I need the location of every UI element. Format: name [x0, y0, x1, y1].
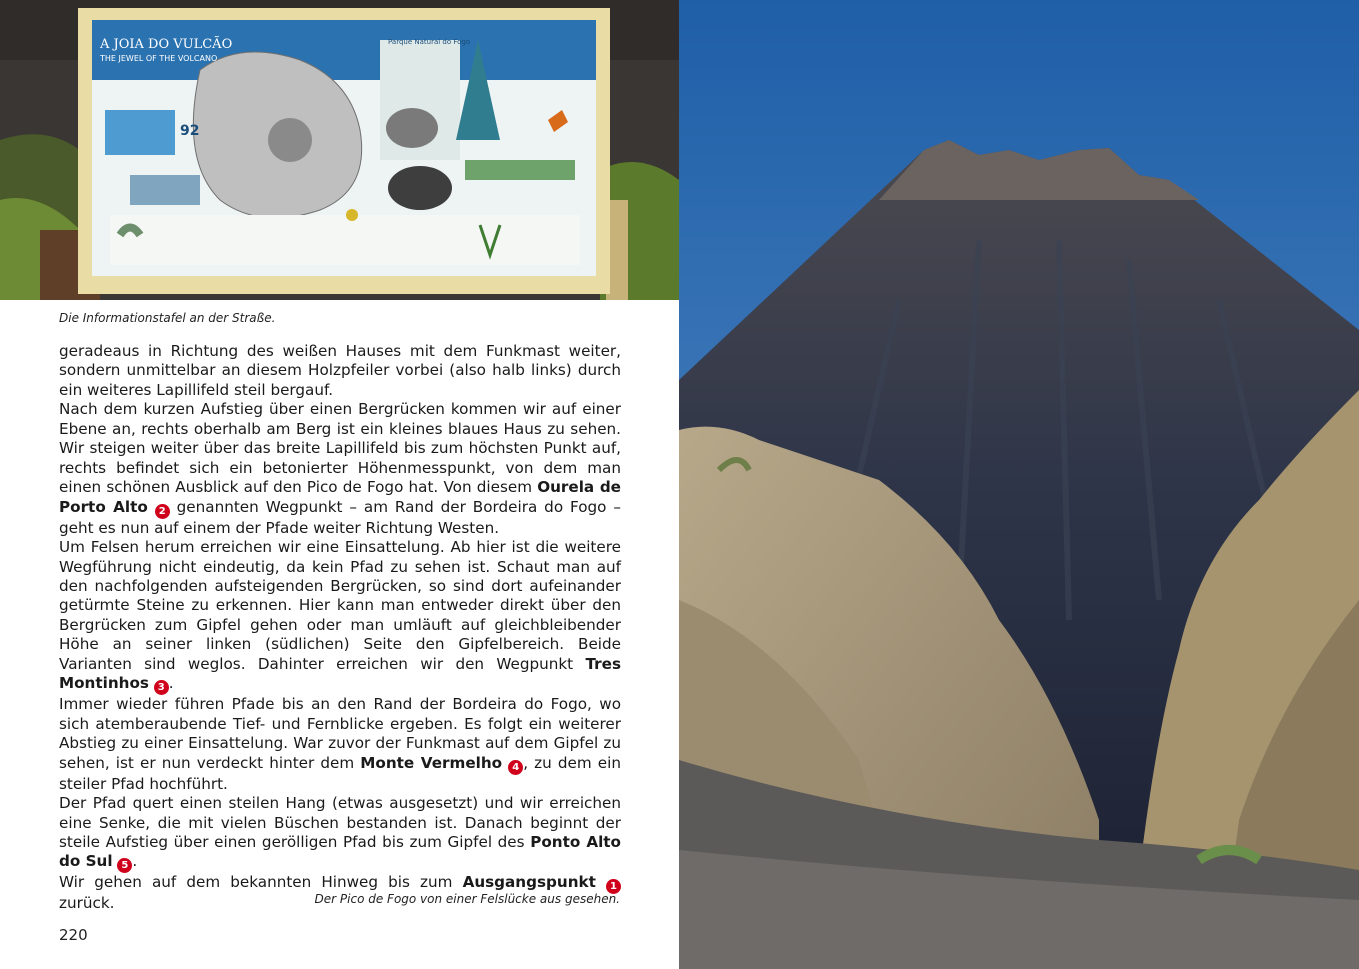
sign-park: Parque Natural do Fogo [388, 38, 471, 46]
text-run: Um Felsen herum erreichen wir eine Einsattelung. Ab hier ist die weitere Wegführung nicht eindeutig, da kein Pfad zu sehen ist. Schaut man auf den nachfolgenden aufsteigenden Bergrücken, so sind dort aufeinander getürmte Steine zu erkennen. Hier kann man entweder direkt über den Bergrücken zum Gipfel gehen oder man umläuft auf gleichbleibender Höhe an seiner linken (südlichen) Seite den Gipfelbereich. Beide Varianten sind weglos. Dahinter erreichen wir den Wegpunkt [59, 538, 621, 673]
text-run: . [168, 674, 174, 693]
text-run: geradeaus in Richtung des weißen Hauses mit dem Funkmast weiter, sondern unmittelbar an diesem Holzpfeiler vorbei (also halb links) durch ein weiteres Lapillifeld steil bergauf. [59, 342, 621, 399]
photo-caption-bottom: Der Pico de Fogo von einer Felslücke aus gesehen. [314, 892, 620, 906]
text-run: , zu dem ein steiler Pfad hochführt. [59, 753, 621, 793]
paragraph [59, 794, 621, 873]
waypoint-name: Monte Vermelho [360, 753, 503, 772]
waypoint-name: Tres Montinhos [59, 654, 621, 693]
sign-subtitle: THE JEWEL OF THE VOLCANO [100, 54, 218, 63]
text-run [596, 873, 606, 891]
paragraph [59, 400, 621, 538]
text-run: Wir gehen auf dem bekannten Hinweg bis zum [59, 873, 463, 892]
waypoint-name: Ponto Alto do Sul [59, 832, 621, 871]
paragraph [59, 695, 621, 794]
text-run: Nach dem kurzen Aufstieg über einen Bergrücken kommen wir auf einer Ebene an, rechts oberhalb am Berg ist ein kleines blaues Haus zu sehen. Wir steigen weiter über das breite Lapillifeld bis zum höchsten Punkt auf, rechts befindet sich ein betonierter Höhenmesspunkt, von dem man einen schönen Ausblick auf den Pico de Fogo hat. Von diesem [59, 400, 621, 497]
text-run [148, 498, 155, 516]
page-number: 220 [59, 926, 88, 944]
sign-title: A JOIA DO VULCÃO [100, 37, 233, 52]
sign-number: 92 [180, 123, 200, 139]
text-run: Immer wieder führen Pfade bis an den Rand der Bordeira do Fogo, wo sich atemberaubende Tief- und Fernblicke ergeben. Es folgt ein weiterer Abstieg zu einer Einsattelung. War zuvor der Funkmast auf dem Gipfel zu sehen, ist er nun verdeckt hinter dem [59, 695, 621, 772]
waypoint-name: Ausgangspunkt [462, 873, 596, 892]
text-run: zurück. [59, 894, 115, 913]
waypoint-name: Ourela de Porto Alto [59, 478, 621, 516]
paragraph [59, 342, 621, 400]
text-run: Der Pfad quert einen steilen Hang (etwas ausgesetzt) und wir erreichen eine Senke, die mit vielen Büschen bestanden ist. Danach beginnt der steile Aufstieg über einen gerölligen Pfad bis zum Gipfel des [59, 794, 621, 851]
paragraph [59, 538, 621, 695]
text-run [149, 674, 154, 692]
waypoint-marker: 2 [155, 504, 170, 519]
waypoint-marker: 3 [154, 680, 169, 695]
text-run: genannten Wegpunkt – am Rand der Bordeira do Fogo – geht es nun auf einem der Pfade weiter Richtung Westen. [59, 497, 621, 537]
pico-de-fogo-photo [679, 0, 1359, 969]
text-run: . [132, 852, 138, 871]
waypoint-marker: 1 [606, 879, 621, 894]
waypoint-marker: 4 [508, 760, 523, 775]
info-sign-photo [0, 0, 679, 300]
main-text [59, 342, 621, 914]
waypoint-marker: 5 [117, 858, 132, 873]
photo-caption-top: Die Informationstafel an der Straße. [59, 311, 276, 325]
